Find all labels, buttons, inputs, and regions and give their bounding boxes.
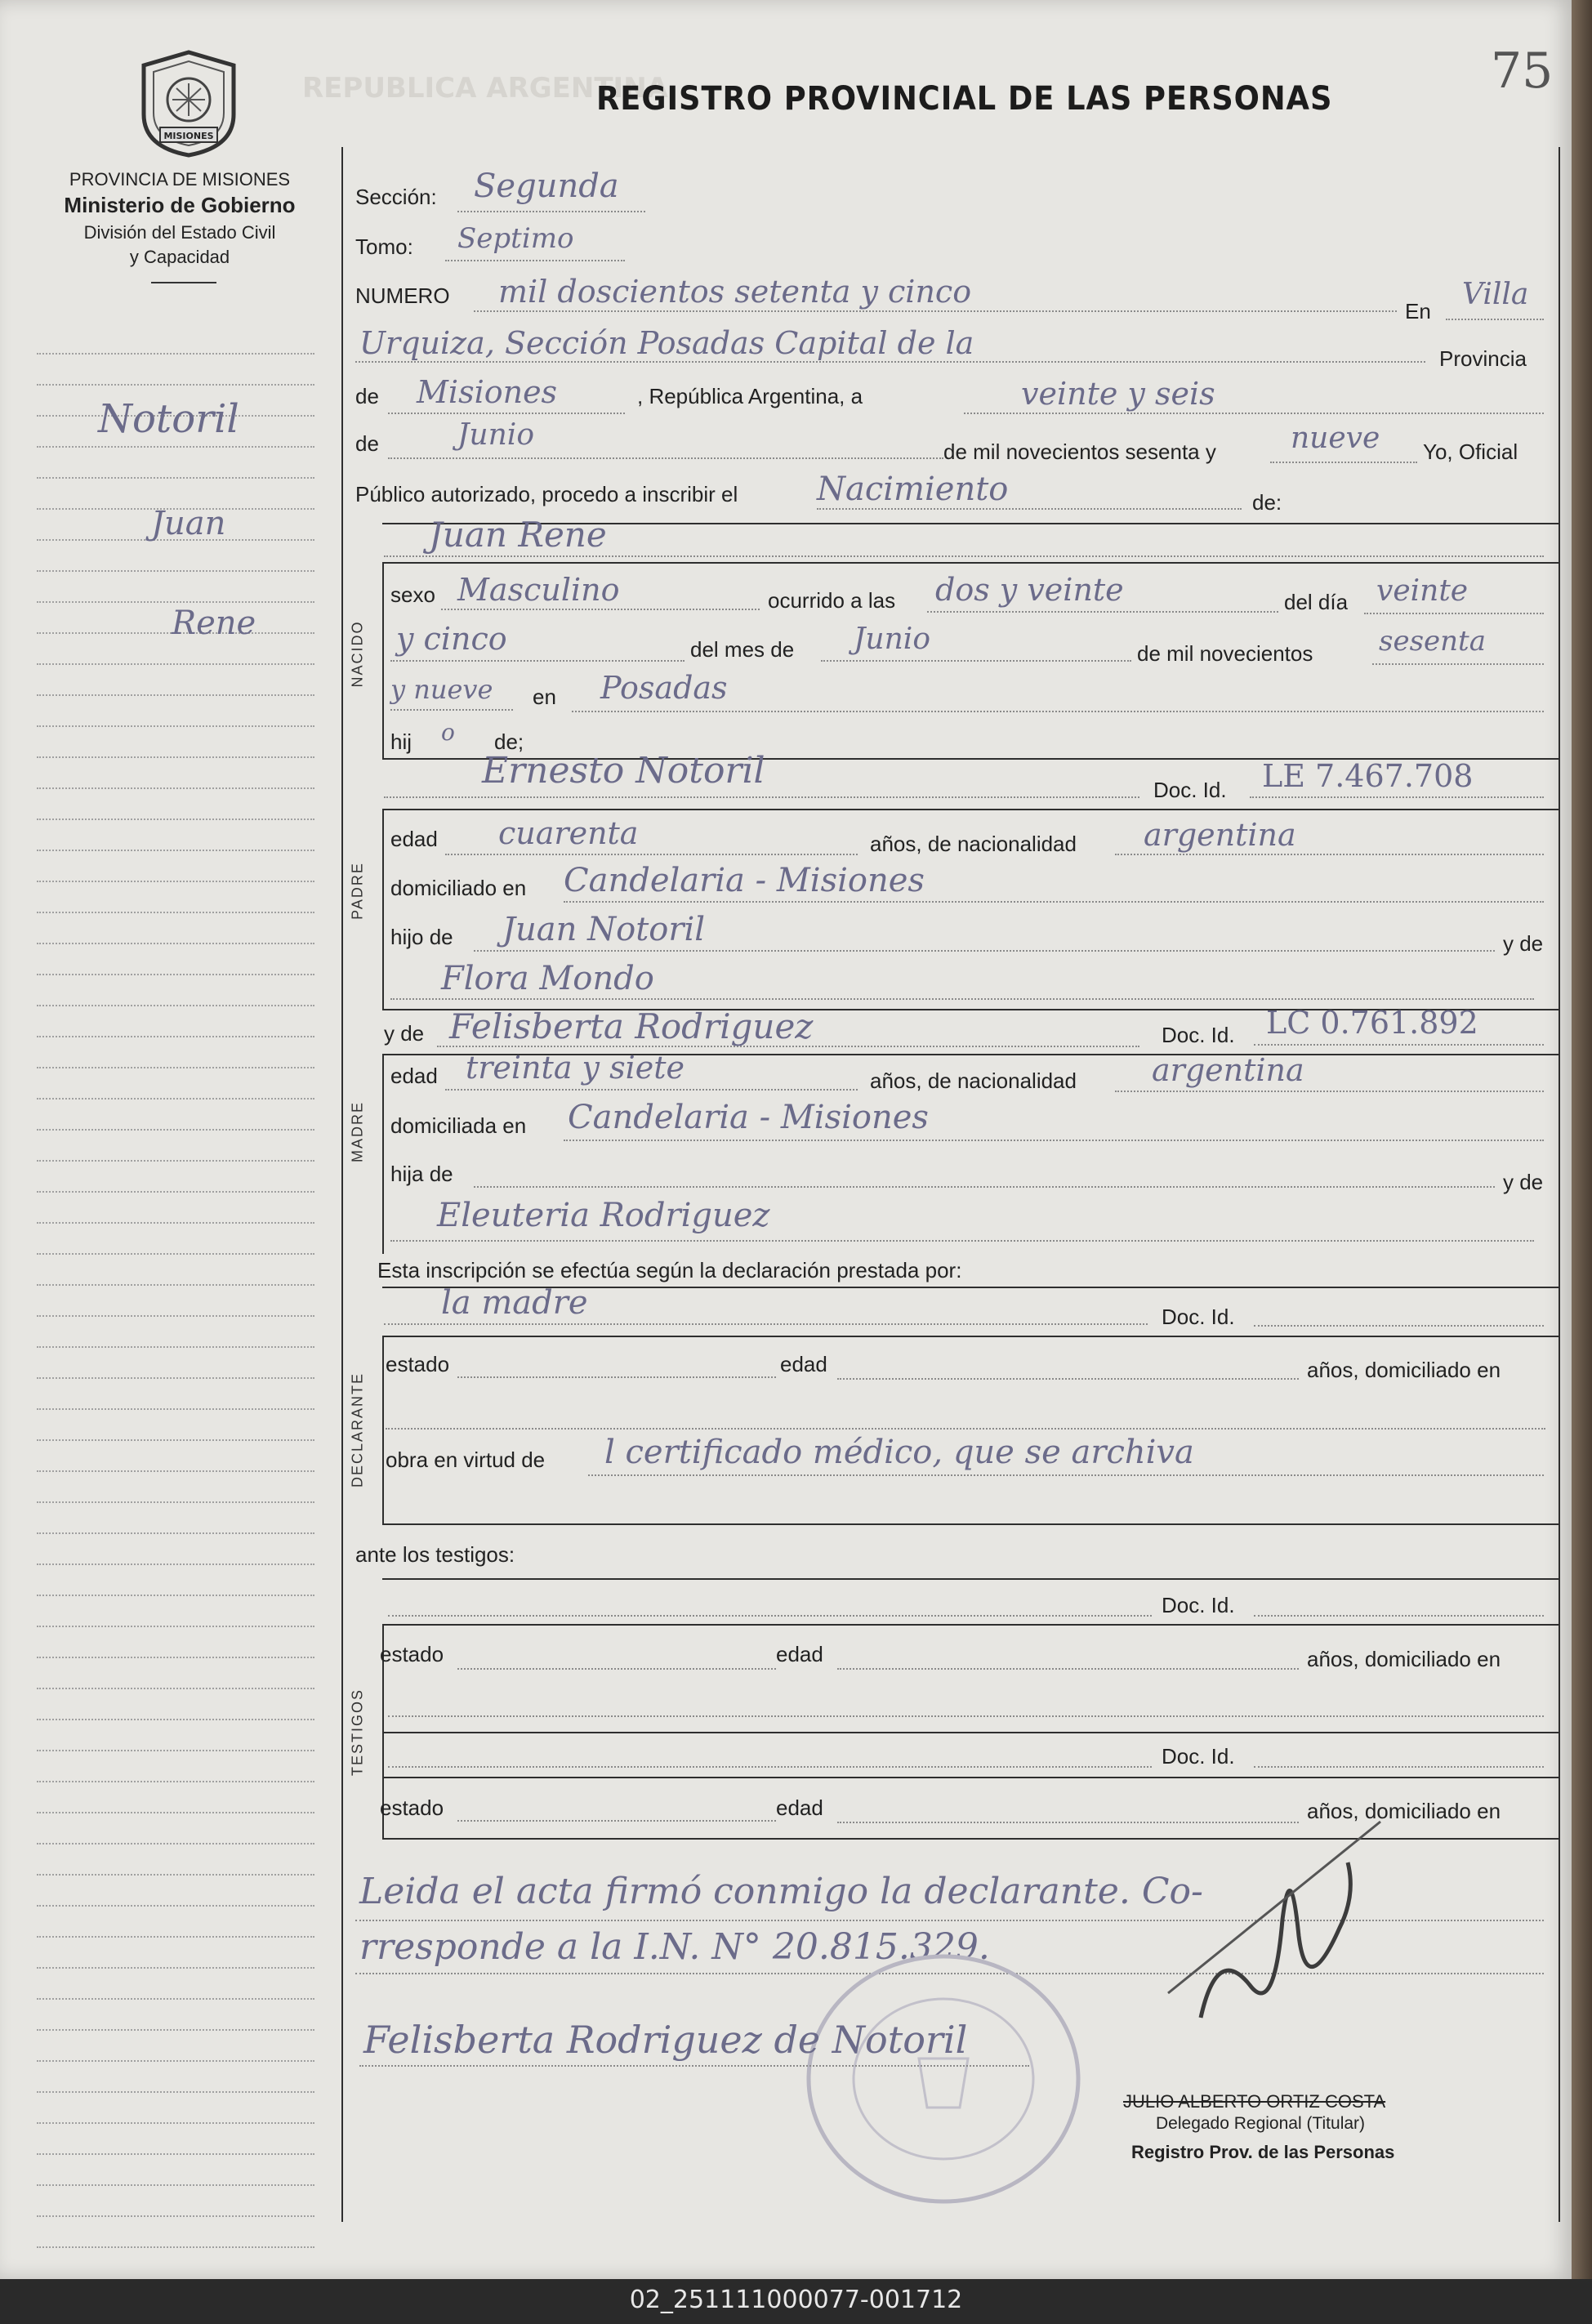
madre-nacionalidad-value: argentina bbox=[1152, 1052, 1304, 1088]
nacido-nombre: Juan Rene bbox=[429, 515, 607, 555]
declarante-edad-label: edad bbox=[780, 1352, 827, 1376]
madre-doc-value: LC 0.761.892 bbox=[1266, 1005, 1478, 1041]
sexo-value: Masculino bbox=[457, 572, 620, 608]
closing-note-line1: Leida el acta firmó conmigo la declarante. Co- bbox=[359, 1871, 1203, 1912]
del-dia-label: del día bbox=[1284, 590, 1349, 614]
officer-name: JULIO ALBERTO ORTIZ COSTA bbox=[1123, 2091, 1386, 2112]
sidebar-province: PROVINCIA DE MISIONES bbox=[69, 169, 291, 190]
mes-label: del mes de bbox=[690, 637, 795, 662]
padre-domicilio-label: domiciliado en bbox=[390, 876, 527, 900]
madre-section-label: MADRE bbox=[349, 1101, 366, 1163]
en-value: Villa bbox=[1462, 278, 1529, 311]
padre-de-value: Juan Notoril bbox=[502, 911, 706, 948]
mes-value: Junio bbox=[457, 418, 534, 452]
publico-label: Público autorizado, procedo a inscribir el bbox=[355, 482, 738, 506]
padre-edad-label: edad bbox=[390, 827, 438, 851]
sidebar-division-2: y Capacidad bbox=[129, 247, 230, 267]
padre-section-label: PADRE bbox=[349, 862, 366, 920]
numero-value: mil doscientos setenta y cinco bbox=[498, 274, 972, 310]
madre-domicilio-value: Candelaria - Misiones bbox=[568, 1099, 929, 1136]
acto-value: Nacimiento bbox=[817, 471, 1009, 508]
declarante-nombre: la madre bbox=[441, 1284, 588, 1322]
en-nacido-label: en bbox=[533, 685, 556, 709]
hijo-suffix: o bbox=[441, 719, 455, 746]
nacido-section-label: NACIDO bbox=[349, 620, 366, 688]
mil-nacido-label: de mil novecientos bbox=[1137, 641, 1313, 666]
de-colon-label: de: bbox=[1252, 490, 1282, 515]
anio-nacido-value: sesenta bbox=[1379, 625, 1486, 658]
province-seal-icon bbox=[136, 49, 242, 159]
madre-nombre: Felisberta Rodriguez bbox=[449, 1006, 814, 1046]
official-signature-icon bbox=[1152, 1805, 1397, 2050]
sexo-label: sexo bbox=[390, 582, 435, 607]
official-stamp-icon bbox=[796, 1944, 1090, 2214]
padre-madre-de-value: Flora Mondo bbox=[441, 960, 654, 997]
declarante-obra-label: obra en virtud de bbox=[386, 1447, 546, 1472]
madre-y-de-label: y de bbox=[384, 1021, 425, 1046]
margin-first-name: Juan bbox=[151, 505, 226, 542]
page-number: 75 bbox=[1491, 42, 1554, 100]
padre-nacionalidad-label: años, de nacionalidad bbox=[870, 832, 1077, 856]
provincia-value: Misiones bbox=[417, 374, 558, 410]
testigo1-anios-label: años, domiciliado en bbox=[1307, 1647, 1501, 1671]
dia-nacido-value: veinte bbox=[1376, 574, 1469, 608]
padre-edad-value: cuarenta bbox=[498, 815, 639, 851]
ocurrido-label: ocurrido a las bbox=[768, 588, 896, 613]
padre-doc-value: LE 7.467.708 bbox=[1262, 758, 1474, 794]
padre-y-de-label: y de bbox=[1503, 931, 1544, 956]
faded-header-text: REPUBLICA ARGENTINA bbox=[302, 72, 668, 105]
testigos-intro: ante los testigos: bbox=[355, 1542, 515, 1567]
frame-left-rule bbox=[341, 147, 343, 2222]
padre-nacionalidad-value: argentina bbox=[1144, 817, 1296, 853]
officer-registry: Registro Prov. de las Personas bbox=[1131, 2142, 1395, 2162]
testigos-section-label: TESTIGOS bbox=[349, 1688, 366, 1777]
mes-nacido-value: Junio bbox=[854, 622, 930, 656]
de-label-2: de bbox=[355, 431, 379, 456]
testigos-top-rule bbox=[382, 1578, 1559, 1580]
madre-hija-de-label: hija de bbox=[390, 1162, 453, 1186]
madre-domicilio-label: domiciliada en bbox=[390, 1113, 527, 1138]
anio-nacido-value-2: y nueve bbox=[390, 674, 493, 705]
republica-label: , República Argentina, a bbox=[637, 384, 863, 408]
testigo2-doc-label: Doc. Id. bbox=[1162, 1744, 1235, 1769]
madre-nacionalidad-label: años, de nacionalidad bbox=[870, 1068, 1077, 1093]
padre-domicilio-value: Candelaria - Misiones bbox=[564, 862, 925, 899]
margin-surname: Notoril bbox=[98, 396, 239, 442]
padre-hijo-de-label: hijo de bbox=[390, 925, 453, 949]
locality-value: Urquiza, Sección Posadas Capital de la bbox=[359, 325, 974, 361]
dia-nacido-value-2: y cinco bbox=[396, 621, 507, 657]
declarante-obra-value: l certificado médico, que se archiva bbox=[604, 1434, 1194, 1471]
declarant-signature: Felisberta Rodriguez de Notoril bbox=[363, 2018, 968, 2062]
page-edge bbox=[1572, 0, 1592, 2279]
seccion-value: Segunda bbox=[474, 167, 619, 205]
declarante-intro: Esta inscripción se efectúa según la declaración prestada por: bbox=[377, 1258, 962, 1282]
madre-madre-de-value: Eleuteria Rodriguez bbox=[437, 1197, 770, 1234]
hijo-de-label: de; bbox=[494, 729, 524, 754]
page-title: REGISTRO PROVINCIAL DE LAS PERSONAS bbox=[596, 80, 1333, 118]
image-id-caption: 02_251111000077-001712 bbox=[629, 2286, 963, 2314]
testigo2-estado-label: estado bbox=[380, 1795, 444, 1820]
declarante-anios-label: años, domiciliado en bbox=[1307, 1358, 1501, 1382]
officer-title: Delegado Regional (Titular) bbox=[1156, 2114, 1366, 2133]
madre-doc-label: Doc. Id. bbox=[1162, 1023, 1235, 1047]
madre-edad-label: edad bbox=[390, 1064, 438, 1088]
testigo2-anios-label: años, domiciliado en bbox=[1307, 1799, 1501, 1823]
testigo1-estado-label: estado bbox=[380, 1642, 444, 1666]
testigo2-edad-label: edad bbox=[776, 1795, 823, 1820]
sidebar-division: División del Estado Civil bbox=[83, 222, 276, 243]
numero-label: NUMERO bbox=[355, 283, 450, 308]
frame-right-rule bbox=[1559, 147, 1560, 2222]
declarante-doc-label: Doc. Id. bbox=[1162, 1305, 1235, 1329]
testigo1-doc-label: Doc. Id. bbox=[1162, 1593, 1235, 1617]
sidebar-ministry: Ministerio de Gobierno bbox=[64, 193, 296, 217]
anio-value: nueve bbox=[1291, 422, 1380, 455]
padre-doc-label: Doc. Id. bbox=[1153, 778, 1227, 802]
hora-value: dos y veinte bbox=[935, 572, 1124, 608]
declarante-section-label: DECLARANTE bbox=[349, 1372, 366, 1488]
hijo-label: hij bbox=[390, 729, 412, 754]
lugar-value: Posadas bbox=[600, 670, 728, 706]
en-label: En bbox=[1405, 299, 1431, 323]
yo-oficial-label: Yo, Oficial bbox=[1423, 439, 1518, 464]
madre-y-de-label-2: y de bbox=[1503, 1170, 1544, 1194]
seccion-label: Sección: bbox=[355, 185, 437, 209]
padre-nombre: Ernesto Notoril bbox=[482, 750, 765, 792]
testigo1-edad-label: edad bbox=[776, 1642, 823, 1666]
dia-value: veinte y seis bbox=[1021, 376, 1215, 412]
provincia-label: Provincia bbox=[1439, 346, 1527, 371]
tomo-value: Septimo bbox=[457, 222, 574, 255]
closing-note-line2: rresponde a la I.N. N° 20.815.329. bbox=[359, 1926, 990, 1968]
tomo-label: Tomo: bbox=[355, 234, 413, 259]
madre-edad-value: treinta y siete bbox=[466, 1050, 685, 1086]
de-label: de bbox=[355, 384, 379, 408]
mil-label: de mil novecientos sesenta y bbox=[943, 439, 1216, 464]
declarante-estado-label: estado bbox=[386, 1352, 450, 1376]
margin-second-name: Rene bbox=[172, 604, 256, 642]
sidebar-divider bbox=[151, 282, 216, 283]
seal-caption: MISIONES bbox=[163, 131, 214, 141]
